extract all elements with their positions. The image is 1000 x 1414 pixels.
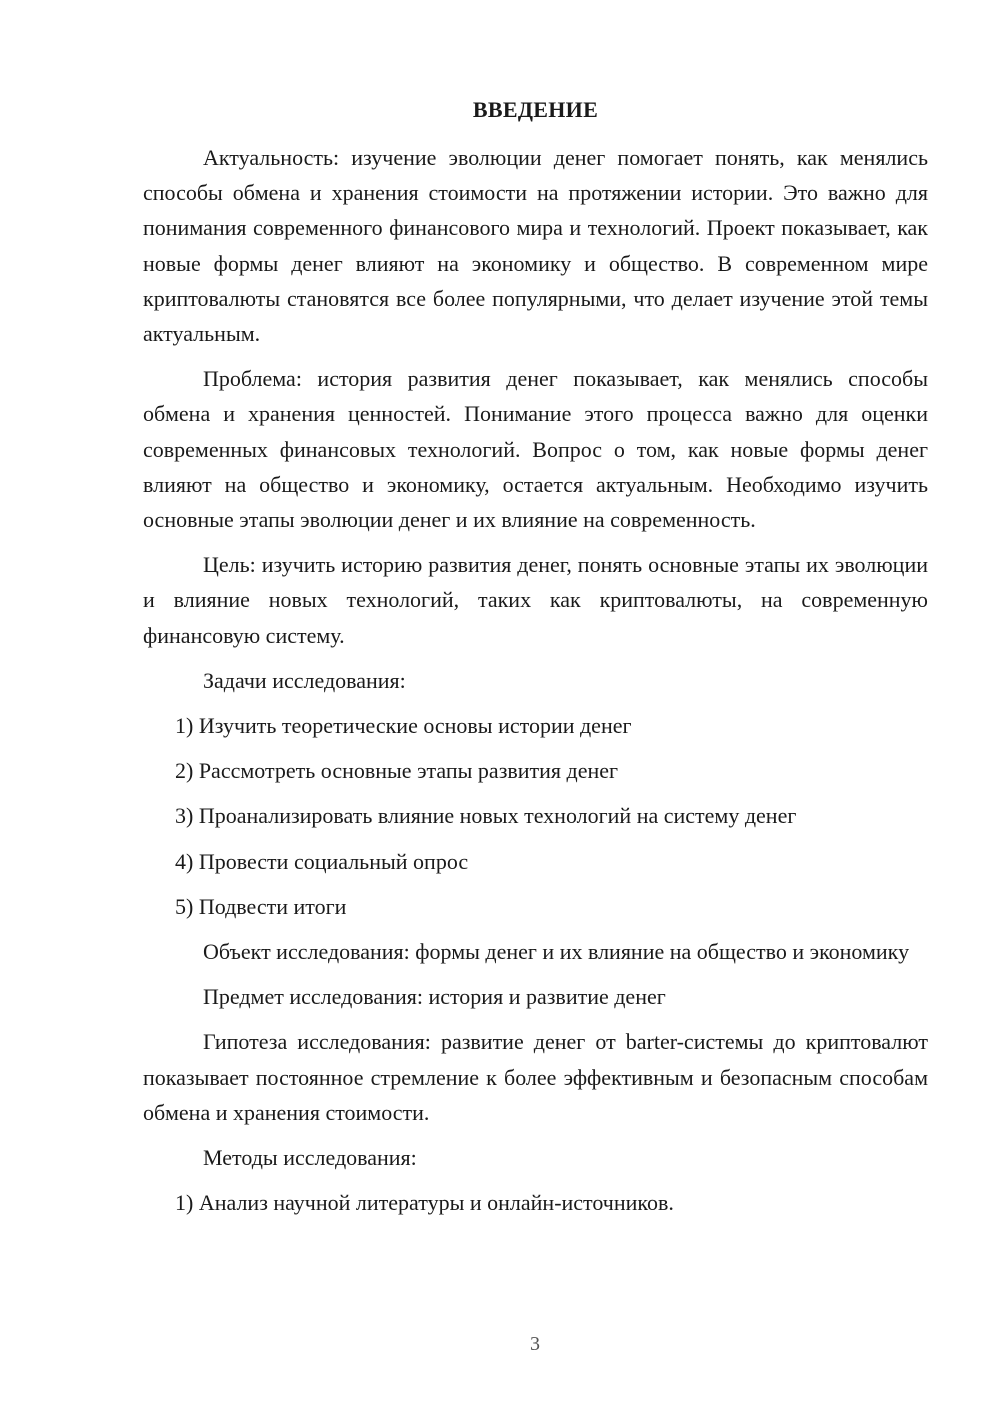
subject-line: Предмет исследования: история и развитие денег — [203, 984, 666, 1010]
document-page — [143, 92, 928, 1230]
goal-paragraph: Цель: изучить историю развития денег, понять основные этапы их эволюции и влияние новых технологий, таких как криптовалюты, на современную финансовую систему. — [143, 552, 928, 648]
hypothesis-paragraph: Гипотеза исследования: развитие денег от barter-системы до криптовалют показывает постоянное стремление к более эффективным и безопасным способам обмена и хранения стоимости. — [143, 1029, 928, 1125]
methods-heading: Методы исследования: — [203, 1145, 417, 1171]
task-item-4: 4) Провести социальный опрос — [175, 848, 469, 874]
problem-paragraph: Проблема: история развития денег показывает, как менялись способы обмена и хранения ценностей. Понимание этого процесса важно для оценки современных финансовых технологий. Вопрос о том, как новые формы денег влияют на общество и экономику, остается актуальным. Необходимо изучить основные этапы эволюции денег и их влияние на современность. — [143, 366, 928, 533]
page-number: 3 — [530, 1333, 540, 1355]
task-item-5: 5) Подвести итоги — [175, 893, 347, 919]
relevance-paragraph: Актуальность: изучение эволюции денег помогает понять, как менялись способы обмена и хранения стоимости на протяжении истории. Это важно для понимания современного финансового мира и технологий. Проект показывает, как новые формы денег влияют на экономику и общество. В современном мире криптовалюты становятся все более популярными, что делает изучение этой темы актуальным. — [143, 145, 928, 347]
object-paragraph: Объект исследования: формы денег и их влияние на общество и экономику — [203, 939, 910, 965]
method-item-1: 1) Анализ научной литературы и онлайн-источников. — [175, 1190, 674, 1216]
task-item-1: 1) Изучить теоретические основы истории денег — [175, 713, 632, 739]
task-item-2: 2) Рассмотреть основные этапы развития денег — [175, 758, 619, 784]
document-title: ВВЕДЕНИЕ — [472, 97, 599, 122]
tasks-heading: Задачи исследования: — [203, 667, 406, 693]
task-item-3: 3) Проанализировать влияние новых технологий на систему денег — [175, 803, 797, 829]
